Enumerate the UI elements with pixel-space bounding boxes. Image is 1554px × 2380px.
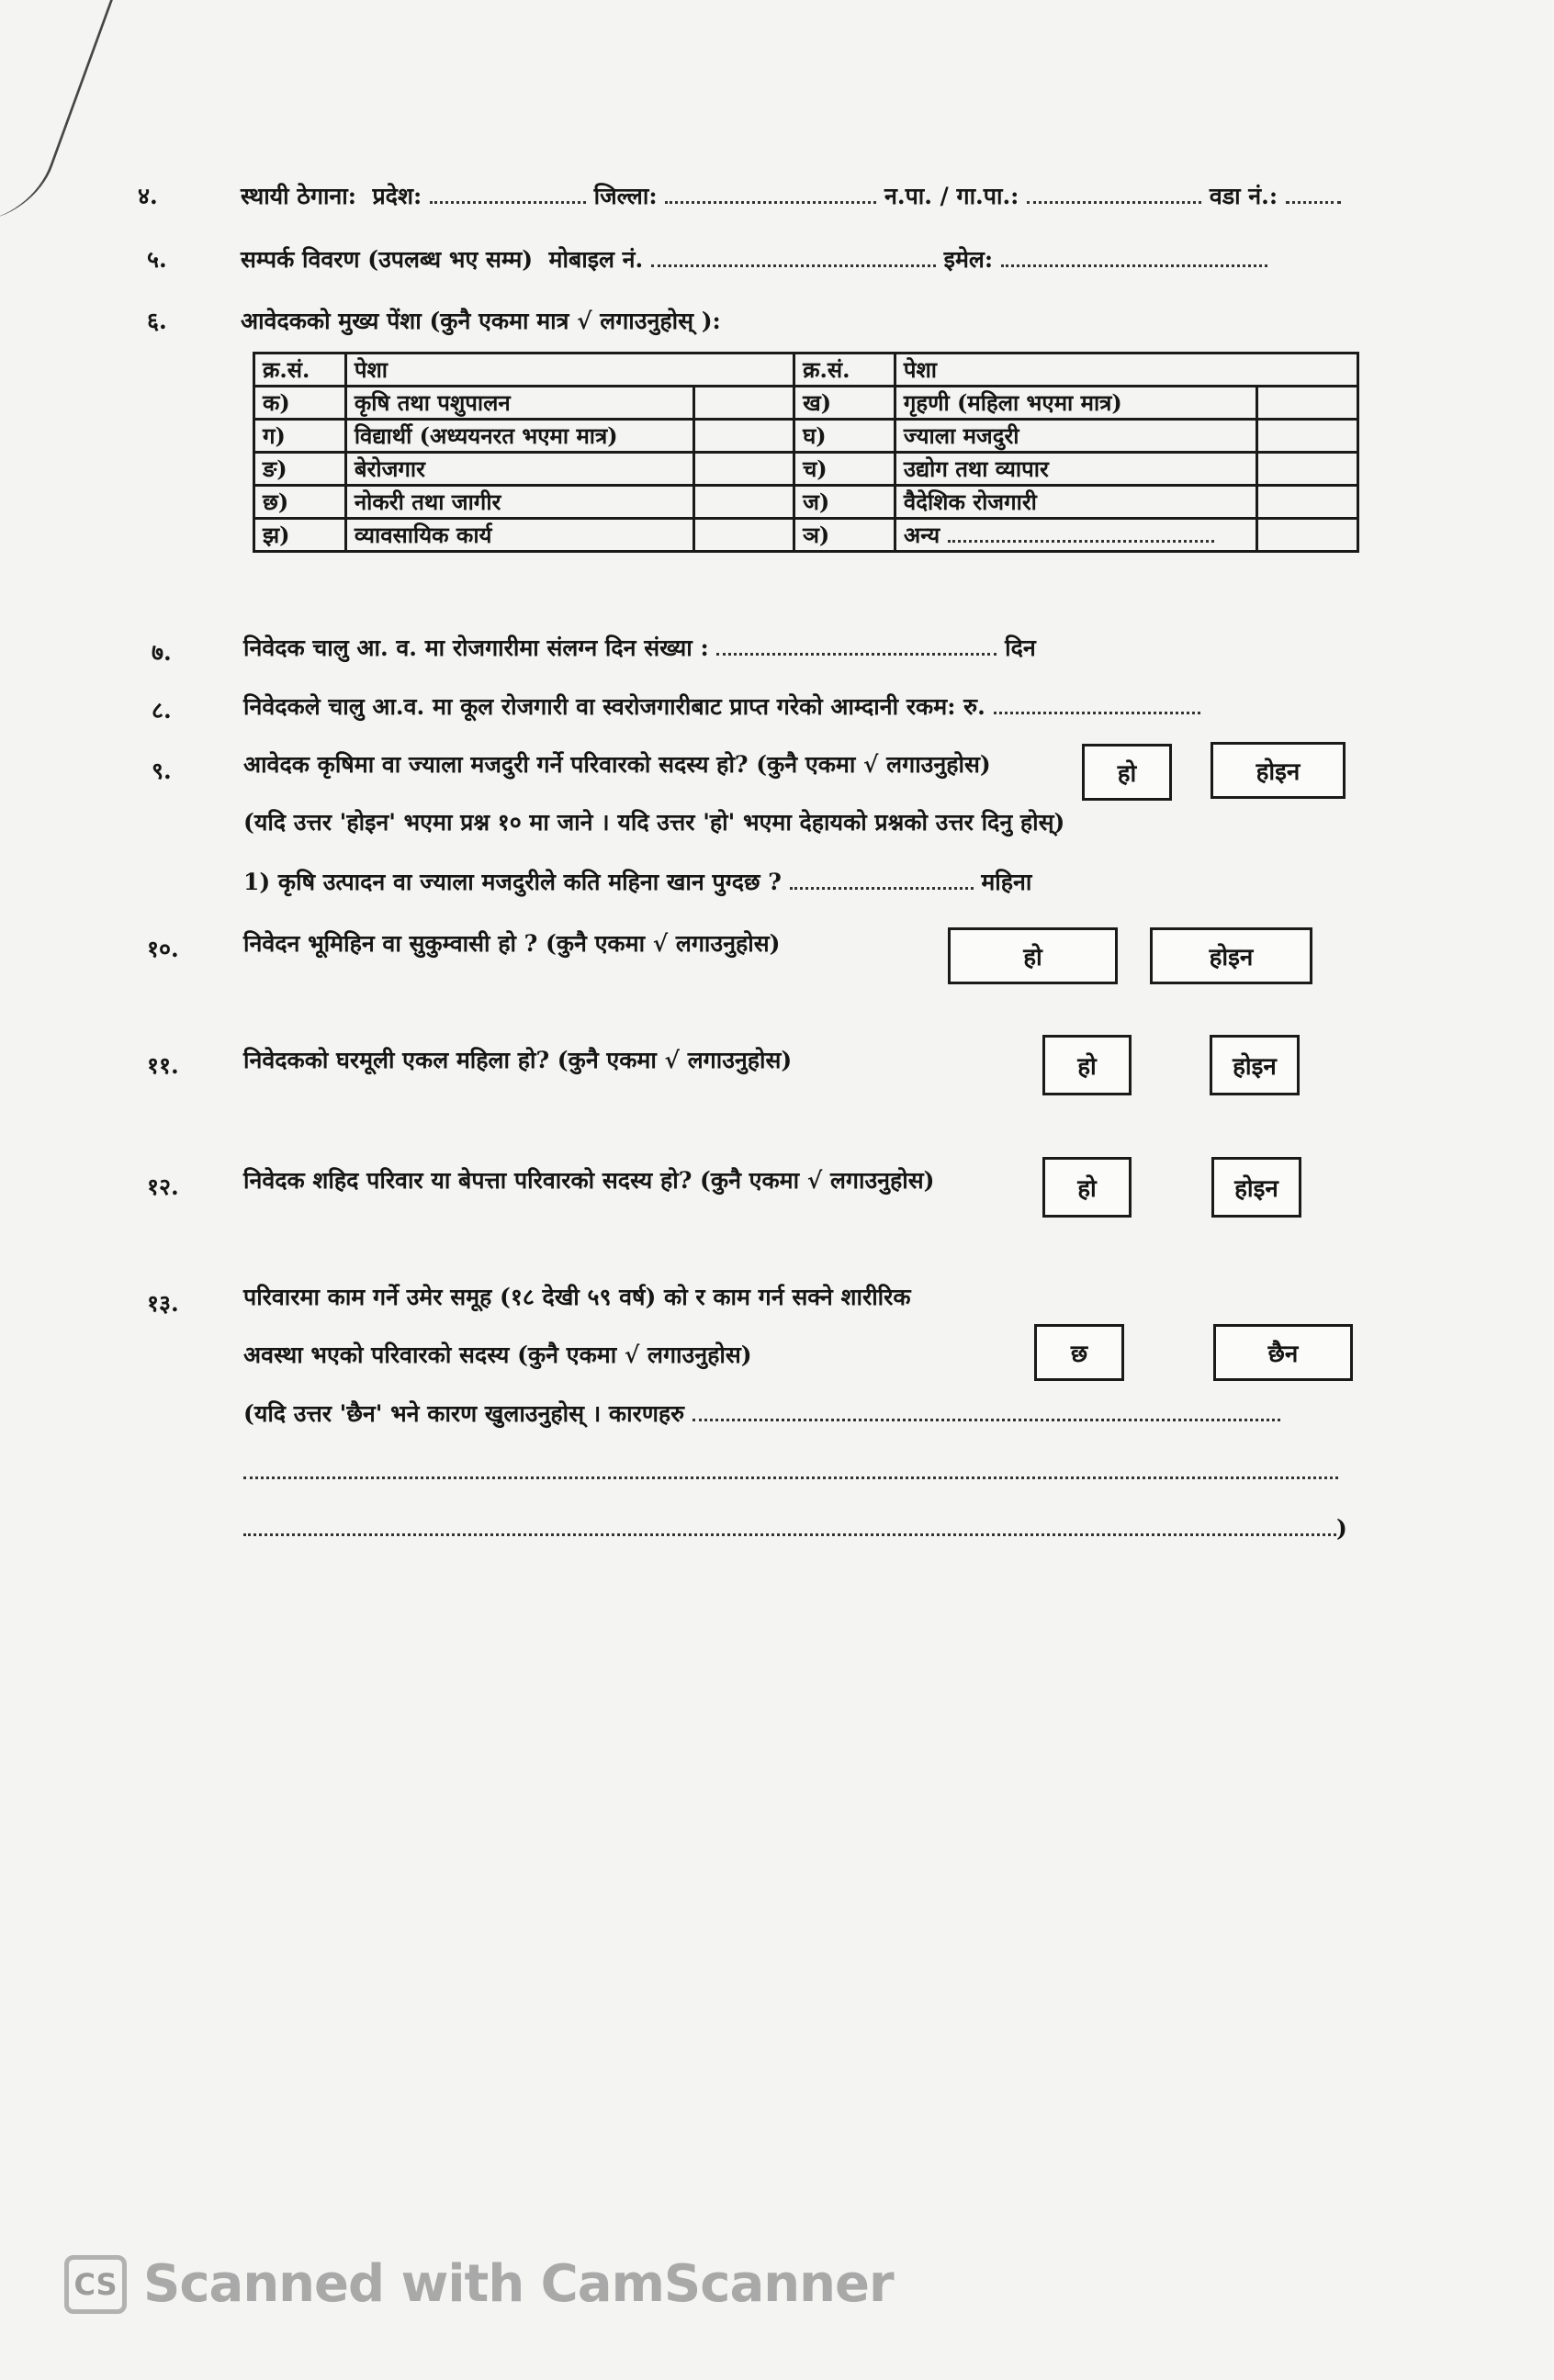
occupation-label: बेरोजगार [345, 453, 693, 486]
table-row [254, 453, 1358, 486]
camscanner-watermark [64, 2254, 894, 2314]
q13-number: १३. [147, 1290, 179, 1317]
occupation-label: अन्य [903, 522, 940, 548]
q6-label: आवेदकको मुख्य पेंशा (कुनै एकमा मात्र √ लगाउनुहोस् ): [241, 308, 721, 334]
occupation-label: ज्याला मजदुरी [895, 420, 1257, 453]
checkbox-cell[interactable] [693, 387, 794, 420]
q10-yes-box[interactable]: हो [948, 927, 1118, 984]
q6-number: ६. [147, 308, 167, 334]
q13-close-paren: ) [1336, 1515, 1347, 1542]
q9-note: (यदि उत्तर 'होइन' भएमा प्रश्न १० मा जाने । यदि उत्तर 'हो' भएमा देहायको प्रश्नको उत्तर दिनु होस्) [243, 809, 1065, 836]
q5-contact [241, 243, 1267, 275]
q13-reason-row-3 [243, 1515, 1347, 1542]
checkbox-cell[interactable] [1257, 387, 1358, 420]
header-serial: क्र.सं. [254, 354, 346, 387]
q10-no-box[interactable]: होइन [1150, 927, 1312, 984]
checkbox-cell[interactable] [693, 486, 794, 519]
checkbox-cell[interactable] [693, 420, 794, 453]
q4-ward-label: वडा नं.: [1209, 183, 1278, 209]
municipality-field[interactable] [1027, 185, 1201, 204]
q10-label: निवेदन भूमिहिन वा सुकुम्वासी हो ? (कुनै एकमा √ लगाउनुहोस) [243, 930, 781, 957]
ward-field[interactable] [1286, 185, 1341, 204]
q8-row [243, 690, 1200, 722]
row-serial: झ) [254, 519, 346, 552]
occupation-label: गृहणी (महिला भएमा मात्र) [895, 387, 1257, 420]
checkbox-cell[interactable] [1257, 486, 1358, 519]
table-row [254, 486, 1358, 519]
q13-reason-row [243, 1398, 1280, 1429]
row-serial: छ) [254, 486, 346, 519]
table-row [254, 519, 1358, 552]
q5-label: सम्पर्क विवरण (उपलब्ध भए सम्म) [241, 246, 534, 273]
q13-label-line2: अवस्था भएको परिवारको सदस्य (कुनै एकमा √ लगाउनुहोस) [243, 1342, 752, 1368]
occupation-label: विद्यार्थी (अध्ययनरत भएमा मात्र) [345, 420, 693, 453]
q9-label: आवेदक कृषिमा वा ज्याला मजदुरी गर्ने परिवारको सदस्य हो? (कुनै एकमा √ लगाउनुहोस) [243, 751, 991, 778]
checkbox-cell[interactable] [1257, 519, 1358, 552]
checkbox-cell[interactable] [1257, 453, 1358, 486]
q12-label: निवेदक शहिद परिवार या बेपत्ता परिवारको सदस्य हो? (कुनै एकमा √ लगाउनुहोस) [243, 1167, 935, 1194]
q12-no-box[interactable]: होइन [1211, 1157, 1301, 1218]
reason-field-1[interactable] [693, 1402, 1280, 1421]
row-serial: ग) [254, 420, 346, 453]
occupation-label: व्यावसायिक कार्य [345, 519, 693, 552]
q9-sub-label: 1) कृषि उत्पादन वा ज्याला मजदुरीले कति महिना खान पुग्दछ ? [243, 869, 782, 895]
occupation-label: कृषि तथा पशुपालन [345, 387, 693, 420]
q9-number: ९. [152, 758, 172, 784]
q13-yes-box[interactable]: छ [1034, 1324, 1124, 1381]
camscanner-logo-icon: CS [64, 2255, 127, 2314]
q5-mobile-label: मोबाइल नं. [548, 246, 644, 273]
row-serial: ङ) [254, 453, 346, 486]
q11-no-box[interactable]: होइन [1210, 1035, 1300, 1095]
q12-number: १२. [147, 1173, 179, 1200]
email-field[interactable] [1001, 248, 1267, 267]
q8-number: ८. [152, 697, 172, 724]
header-occupation-2: पेशा [895, 354, 1357, 387]
q4-district-label: जिल्ला: [593, 183, 658, 209]
occupation-label: वैदेशिक रोजगारी [895, 486, 1257, 519]
q4-label: स्थायी ठेगाना: [241, 183, 357, 209]
employment-days-field[interactable] [716, 636, 997, 656]
q4-permanent-address [241, 180, 1341, 211]
row-serial: ज) [794, 486, 895, 519]
q9-sub-row [243, 866, 1031, 897]
q11-number: ११. [147, 1052, 179, 1079]
table-header-row [254, 354, 1358, 387]
income-amount-field[interactable] [994, 695, 1200, 714]
q8-label: निवेदकले चालु आ.व. मा कूल रोजगारी वा स्वरोजगारीबाट प्राप्त गरेको आम्दानी रकम: रु. [243, 693, 985, 720]
mobile-field[interactable] [651, 248, 936, 267]
q4-province-label: प्रदेश: [372, 183, 422, 209]
reason-field-3[interactable] [243, 1517, 1336, 1536]
row-serial: च) [794, 453, 895, 486]
q11-label: निवेदकको घरमूली एकल महिला हो? (कुनै एकमा √ लगाउनुहोस) [243, 1047, 793, 1073]
occupation-label: उद्योग तथा व्यापार [895, 453, 1257, 486]
q7-label: निवेदक चालु आ. व. मा रोजगारीमा संलग्न दिन संख्या : [243, 634, 709, 661]
occupation-label: नोकरी तथा जागीर [345, 486, 693, 519]
header-occupation: पेशा [345, 354, 794, 387]
row-serial: ञ) [794, 519, 895, 552]
q9-sub-unit: महिना [981, 869, 1032, 895]
scan-edge-line [0, 0, 113, 220]
q13-note: (यदि उत्तर 'छैन' भने कारण खुलाउनुहोस् । कारणहरु [243, 1400, 685, 1427]
q7-number: ७. [152, 639, 172, 666]
checkbox-cell[interactable] [693, 519, 794, 552]
row-serial: ख) [794, 387, 895, 420]
q11-yes-box[interactable]: हो [1042, 1035, 1132, 1095]
occupation-other-cell[interactable] [895, 519, 1257, 552]
q7-row [243, 632, 1036, 663]
q4-number: ४. [138, 183, 158, 209]
q5-email-label: इमेल: [943, 246, 994, 273]
district-field[interactable] [665, 185, 876, 204]
header-serial-2: क्र.सं. [794, 354, 895, 387]
q9-no-box[interactable]: होइन [1211, 742, 1346, 799]
table-row [254, 420, 1358, 453]
q9-yes-box[interactable]: हो [1082, 744, 1172, 801]
q4-municipality-label: न.पा. / गा.पा.: [884, 183, 1019, 209]
q5-number: ५. [147, 246, 167, 273]
months-field[interactable] [790, 870, 974, 890]
q13-label-line1: परिवारमा काम गर्ने उमेर समूह (१८ देखी ५९ वर्ष) को र काम गर्न सक्ने शारीरिक [243, 1284, 911, 1310]
reason-field-2[interactable] [243, 1460, 1338, 1479]
q10-number: १०. [147, 936, 179, 962]
occupation-table [253, 352, 1359, 553]
other-occupation-field[interactable] [948, 523, 1214, 543]
province-field[interactable] [430, 185, 586, 204]
q13-no-box[interactable]: छैन [1213, 1324, 1353, 1381]
q7-unit: दिन [1005, 634, 1036, 661]
q13-reason-row-2 [243, 1458, 1338, 1485]
checkbox-cell[interactable] [1257, 420, 1358, 453]
row-serial: क) [254, 387, 346, 420]
row-serial: घ) [794, 420, 895, 453]
watermark-text: Scanned with CamScanner [143, 2254, 894, 2314]
table-row [254, 387, 1358, 420]
checkbox-cell[interactable] [693, 453, 794, 486]
q12-yes-box[interactable]: हो [1042, 1157, 1132, 1218]
